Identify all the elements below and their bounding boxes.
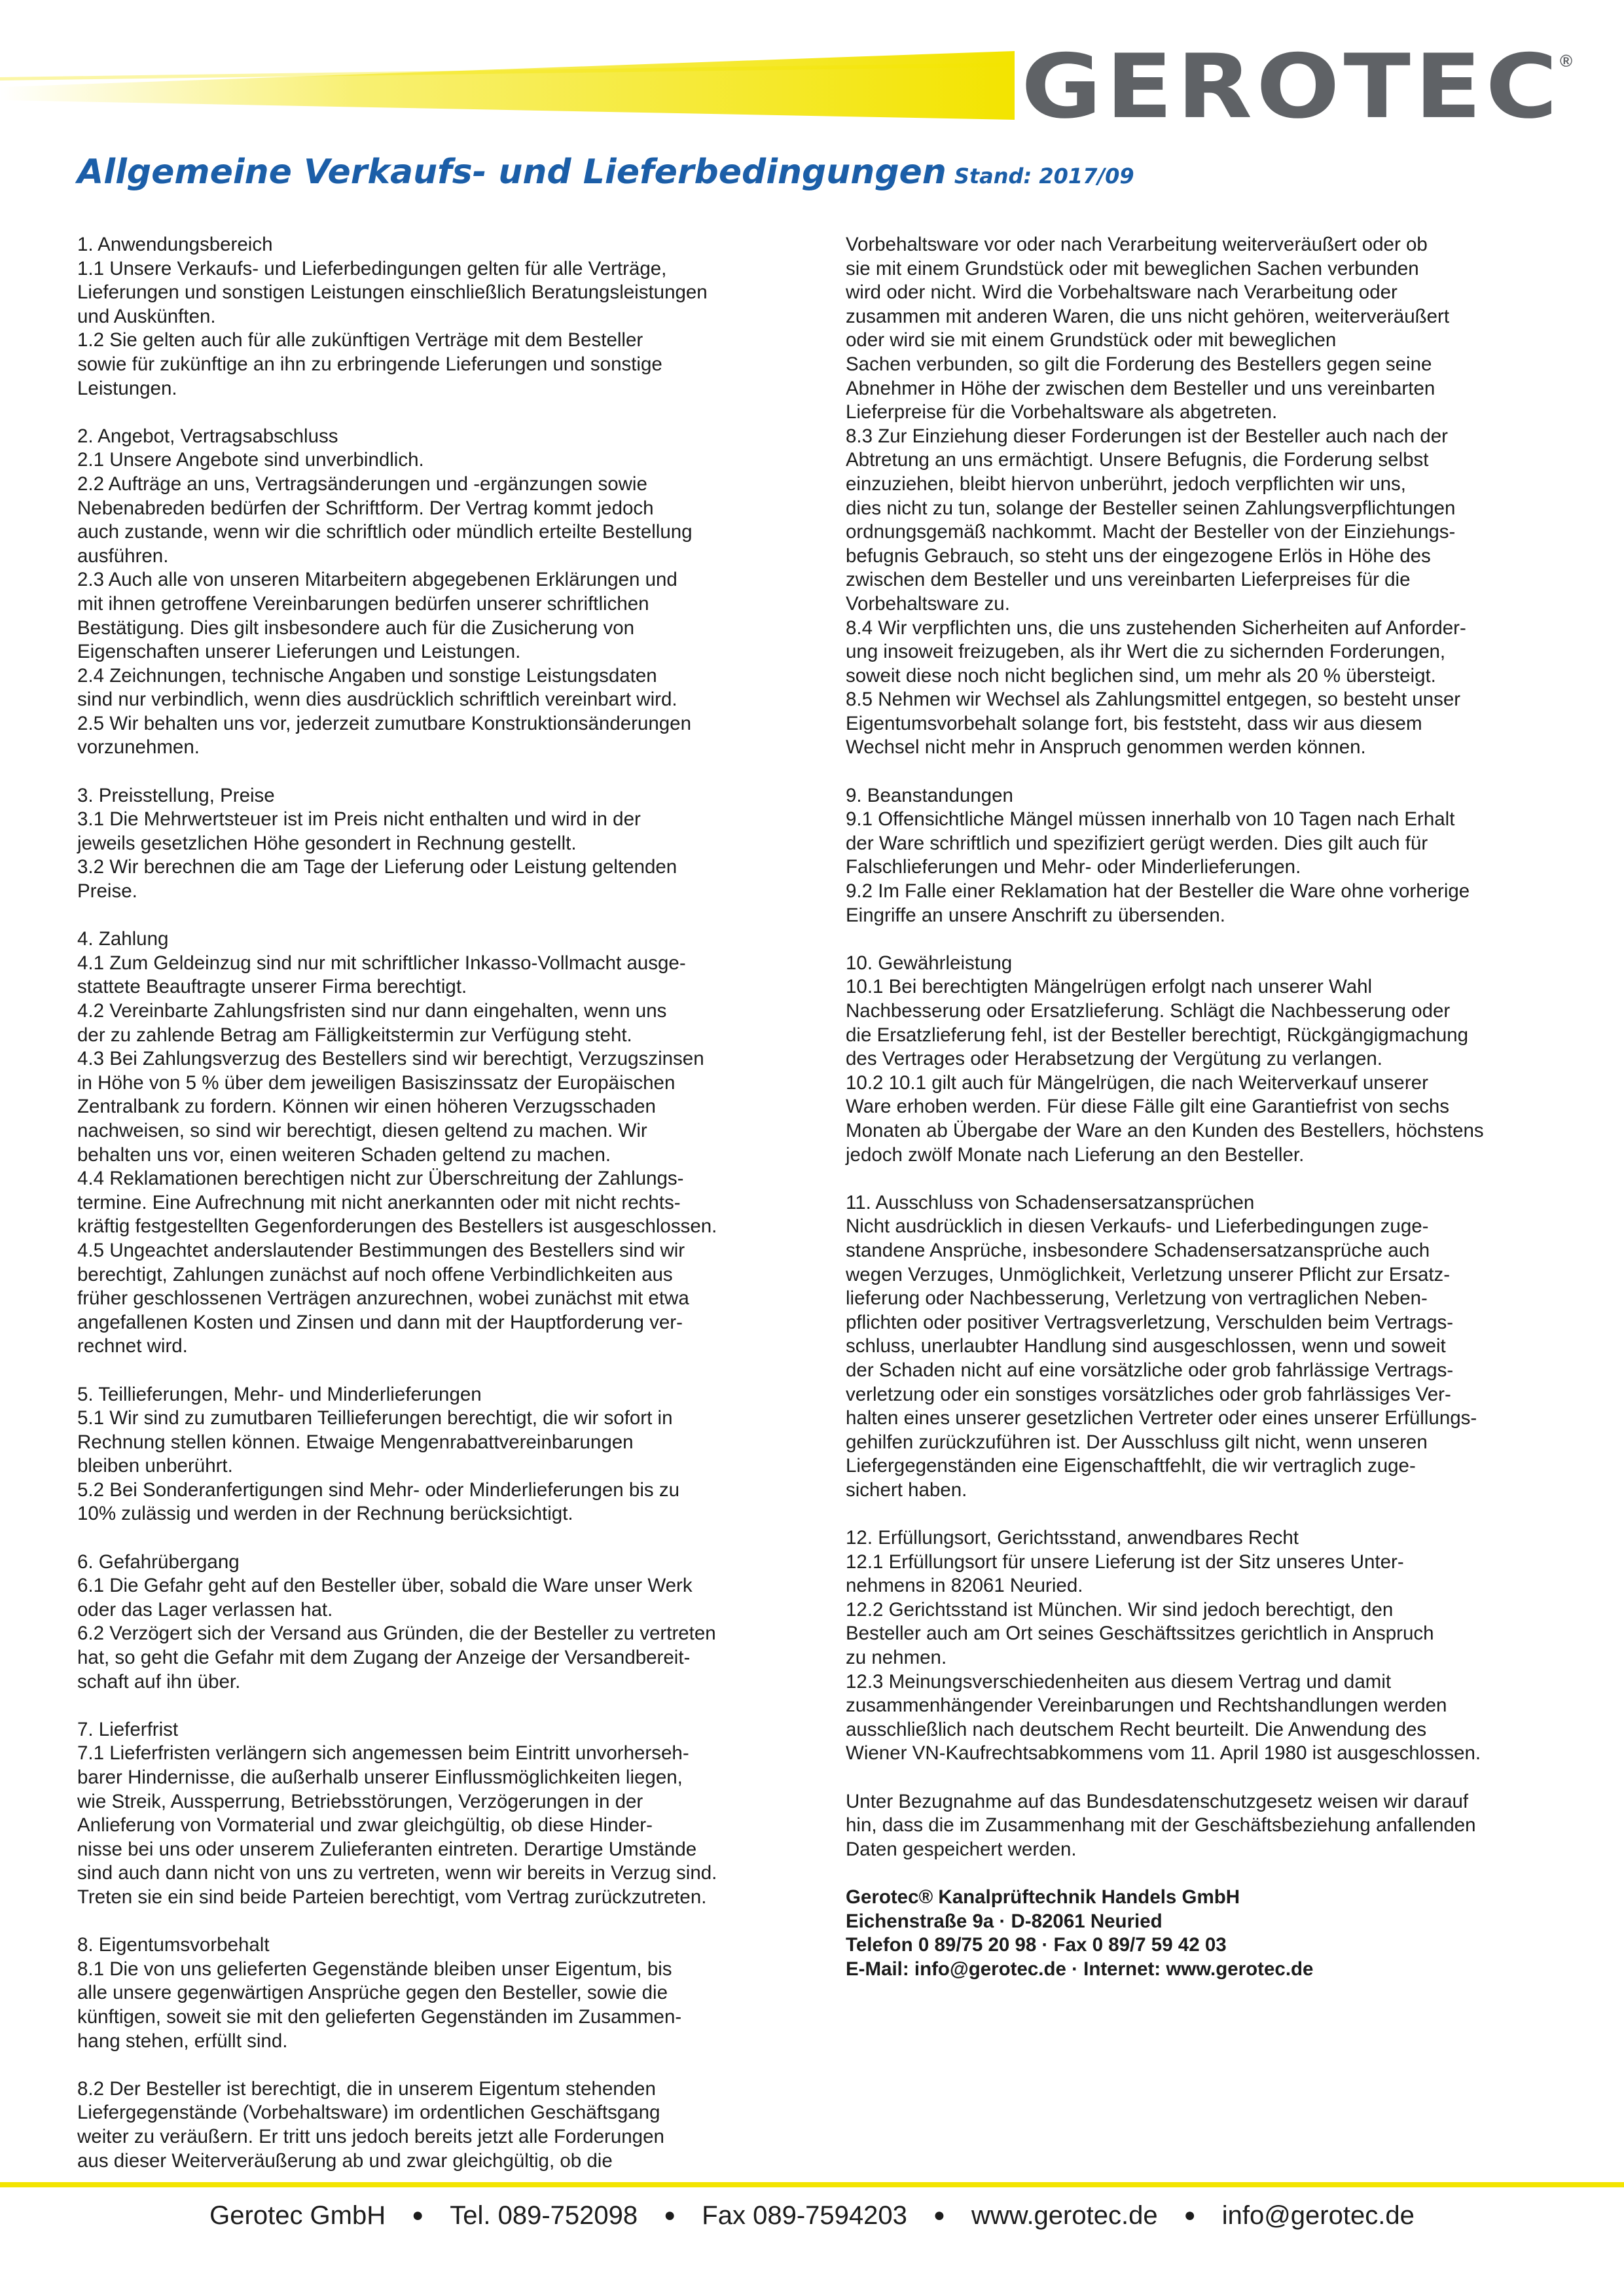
gerotec-logo [1021,35,1597,139]
text-line: vorzunehmen. [77,736,200,759]
text-line: jeweils gesetzlichen Höhe gesondert in Rechnung gestellt. [77,832,577,854]
text-line: angefallenen Kosten und Zinsen und dann mit der Hauptforderung ver- [77,1311,683,1333]
text-line: 1.2 Sie gelten auch für alle zukünftigen Verträge mit dem Besteller [77,329,643,351]
text-line: 12. Erfüllungsort, Gerichtsstand, anwendbares Recht [846,1527,1299,1549]
text-line: termine. Eine Aufrechnung mit nicht anerkannten oder mit nicht rechts- [77,1191,681,1213]
text-line: 5.1 Wir sind zu zumutbaren Teillieferungen berechtigt, die wir sofort in [77,1407,673,1429]
text-line: Eigenschaften unserer Lieferungen und Leistungen. [77,641,521,663]
text-line: wegen Verzuges, Unmöglichkeit, Verletzung unserer Pflicht zur Ersatz- [846,1263,1451,1285]
text-line: 8. Eigentumsvorbehalt [77,1934,270,1956]
footer-fax: Fax 089-7594203 [702,2200,907,2230]
text-line: Daten gespeichert werden. [846,1838,1077,1860]
logo-wordmark: GEROTEC [1021,35,1562,139]
text-line: in Höhe von 5 % über dem jeweiligen Basiszinssatz der Europäischen [77,1071,676,1094]
text-line: 4.1 Zum Geldeinzug sind nur mit schriftlicher Inkasso-Vollmacht ausge- [77,952,686,974]
text-line: der Ware schriftlich und spezifiziert gerügt werden. Dies gilt auch für [846,832,1428,854]
text-line: zusammen mit anderen Waren, die uns nicht gehören, weiterveräußert [846,305,1450,327]
text-line: 2.3 Auch alle von unseren Mitarbeitern abgegebenen Erklärungen und [77,569,677,591]
text-line: ausführen. [77,545,169,567]
text-line: 11. Ausschluss von Schadensersatzansprüchen [846,1191,1255,1213]
paragraph-gap [77,1694,791,1718]
paragraph-gap [77,904,791,928]
text-line: aus dieser Weiterveräußerung ab und zwar gleichgültig, ob die [77,2149,613,2172]
text-line: ausschließlich nach deutschem Recht beurteilt. Die Anwendung des [846,1718,1427,1740]
text-line: 12.1 Erfüllungsort für unsere Lieferung ist der Sitz unseres Unter- [846,1551,1404,1573]
text-line: 2.5 Wir behalten uns vor, jederzeit zumutbare Konstruktionsänderungen [77,712,691,734]
text-line: des Vertrages oder Herabsetzung der Vergütung zu verlangen. [846,1048,1382,1070]
footer-company: Gerotec GmbH [209,2200,386,2230]
text-line: 8.5 Nehmen wir Wechsel als Zahlungsmittel entgegen, so besteht unser [846,689,1461,711]
title-stand: Stand: 2017/09 [954,164,1134,188]
text-line: Besteller auch am Ort seines Geschäftssitzes gerichtlich in Anspruch [846,1623,1434,1645]
text-line: sichert haben. [846,1479,967,1501]
paragraph-gap [77,1359,791,1383]
footer-tel: Tel. 089-752098 [450,2200,638,2230]
text-line: einzuziehen, bleibt hiervon unberührt, jedoch verpflichten wir uns, [846,473,1407,495]
text-line: 8.2 Der Besteller ist berechtigt, die in unserem Eigentum stehenden [77,2077,656,2100]
text-line: Sachen verbunden, so gilt die Forderung des Bestellers gegen seine [846,353,1432,375]
text-line: 6.1 Die Gefahr geht auf den Besteller über, sobald die Ware unser Werk [77,1575,693,1597]
footer-separator: ● [933,2204,945,2226]
text-line: weiter zu veräußern. Er tritt uns jedoch bereits jetzt alle Forderungen [77,2125,664,2147]
text-line: Preise. [77,880,137,903]
text-line: der Schaden nicht auf eine vorsätzliche oder grob fahrlässige Vertrags- [846,1359,1454,1381]
text-line: hin, dass die im Zusammenhang mit der Geschäftsbeziehung anfallenden [846,1814,1476,1837]
paragraph-gap [846,927,1559,952]
text-line: befugnis Gebrauch, so steht uns der eingezogene Erlös in Höhe des [846,545,1431,567]
paragraph-gap [846,1167,1559,1191]
text-line: ordnungsgemäß nachkommt. Macht der Besteller von der Einziehungs- [846,521,1456,543]
paragraph-gap [77,1526,791,1551]
text-line: 3.2 Wir berechnen die am Tage der Lieferung oder Leistung geltenden [77,856,677,878]
text-line: 3.1 Die Mehrwertsteuer ist im Preis nicht enthalten und wird in der [77,808,641,831]
text-line: kräftig festgestellten Gegenforderungen des Bestellers ist ausgeschlossen. [77,1215,717,1238]
text-line: 9. Beanstandungen [846,784,1013,806]
text-line: und Auskünften. [77,305,216,327]
text-line: 4.4 Reklamationen berechtigen nicht zur Überschreitung der Zahlungs- [77,1168,684,1190]
text-line: Rechnung stellen können. Etwaige Mengenrabattvereinbarungen [77,1431,634,1453]
text-line: nisse bei uns oder unserem Zulieferanten eintreten. Derartige Umstände [77,1838,697,1860]
text-line: Liefergegenständen eine Eigenschaftfehlt, die wir vertraglich zuge- [846,1455,1416,1477]
text-line: Unter Bezugnahme auf das Bundesdatenschutzgesetz weisen wir darauf [846,1790,1469,1812]
company-info-line: Eichenstraße 9a · D-82061 Neuried [846,1910,1163,1932]
logo-registered-mark: ® [1560,51,1573,71]
text-line: 10. Gewährleistung [846,952,1013,974]
text-line: Vorbehaltsware zu. [846,592,1010,615]
text-line: Lieferpreise für die Vorbehaltsware als abgetreten. [846,401,1278,423]
text-line: Monaten ab Übergabe der Ware an den Kunden des Bestellers, höchstens [846,1119,1484,1141]
footer-rule [0,2182,1624,2187]
text-line: mit ihnen getroffene Vereinbarungen bedürfen unserer schriftlichen [77,592,649,615]
text-line: Bestätigung. Dies gilt insbesondere auch für die Zusicherung von [77,617,635,639]
text-line: 5. Teillieferungen, Mehr- und Minderlieferungen [77,1383,482,1405]
text-line: Eigentumsvorbehalt solange fort, bis feststeht, dass wir aus diesem [846,712,1422,734]
company-info-line: E-Mail: info@gerotec.de · Internet: www.gerotec.de [846,1958,1314,1980]
text-line: behalten uns vor, einen weiteren Schaden geltend zu machen. [77,1143,611,1166]
text-line: hang stehen, erfüllt sind. [77,2030,288,2052]
text-line: bleiben unberührt. [77,1455,233,1477]
text-line: Treten sie ein sind beide Parteien berechtigt, vom Vertrag zurückzutreten. [77,1886,707,1908]
right-column [846,233,1559,1981]
text-line: oder das Lager verlassen hat. [77,1598,333,1621]
text-line: 1.1 Unsere Verkaufs- und Lieferbedingungen gelten für alle Verträge, [77,257,667,279]
paragraph-gap [77,401,791,425]
text-line: Wiener VN-Kaufrechtsabkommens vom 11. April 1980 ist ausgeschlossen. [846,1742,1481,1765]
text-line: 4.5 Ungeachtet anderslautender Bestimmungen des Bestellers sind wir [77,1239,685,1261]
text-line: 8.1 Die von uns gelieferten Gegenstände bleiben unser Eigentum, bis [77,1958,672,1980]
text-line: schaft auf ihn über. [77,1670,241,1693]
text-line: hat, so geht die Gefahr mit dem Zugang der Anzeige der Versandbereit- [77,1647,691,1669]
text-line: dies nicht zu tun, solange der Besteller seinen Zahlungsverpflichtungen [846,497,1456,519]
text-line: Falschlieferungen und Mehr- oder Minderlieferungen. [846,856,1301,878]
paragraph-gap [77,760,791,784]
text-line: 9.1 Offensichtliche Mängel müssen innerhalb von 10 Tagen nach Erhalt [846,808,1455,831]
text-line: barer Hindernisse, die außerhalb unserer Einflussmöglichkeiten liegen, [77,1767,683,1788]
text-line: 3. Preisstellung, Preise [77,784,275,806]
text-line: pflichten oder positiver Vertragsverletzung, Verschulden beim Vertrags- [846,1311,1454,1333]
text-line: Wechsel nicht mehr in Anspruch genommen werden können. [846,736,1366,759]
text-line: zwischen dem Besteller und uns vereinbarten Lieferpreises für die [846,569,1411,591]
paragraph-gap [77,2053,791,2077]
footer-separator: ● [1183,2204,1196,2226]
text-line: zu nehmen. [846,1647,947,1669]
text-line: 4. Zahlung [77,928,169,950]
text-line: rechnet wird. [77,1335,188,1357]
text-line: lieferung oder Nachbesserung, Verletzung von vertraglichen Neben- [846,1287,1428,1310]
text-line: 12.2 Gerichtsstand ist München. Wir sind jedoch berechtigt, den [846,1598,1394,1621]
text-line: alle unsere gegenwärtigen Ansprüche gegen den Besteller, sowie die [77,1982,668,2004]
text-line: auch zustande, wenn wir die schriftlich oder mündlich erteilte Bestellung [77,521,693,543]
text-line: 2.2 Aufträge an uns, Vertragsänderungen und -ergänzungen sowie [77,473,647,495]
company-info-line: Gerotec® Kanalprüftechnik Handels GmbH [846,1886,1240,1908]
text-line: verletzung oder ein sonstiges vorsätzliches oder grob fahrlässiges Ver- [846,1383,1451,1405]
text-line: berechtigt, Zahlungen zunächst auf noch offene Verbindlichkeiten aus [77,1263,673,1285]
title-text: Allgemeine Verkaufs- und Lieferbedingungen [77,152,947,192]
footer [0,2189,1624,2242]
text-line: oder wird sie mit einem Grundstück oder mit beweglichen [846,329,1337,351]
text-line: 1. Anwendungsbereich [77,234,273,255]
text-line: der zu zahlende Betrag am Fälligkeitstermin zur Verfügung steht. [77,1024,632,1046]
text-line: 7. Lieferfrist [77,1718,179,1740]
footer-separator: ● [412,2204,424,2226]
text-line: künftigen, soweit sie mit den gelieferten Gegenständen im Zusammen- [77,2005,682,2028]
footer-separator: ● [664,2204,676,2226]
text-line: 12.3 Meinungsverschiedenheiten aus diesem Vertrag und damit [846,1670,1392,1693]
text-line: Zentralbank zu fordern. Können wir einen höheren Verzugsschaden [77,1096,656,1118]
text-line: soweit diese noch nicht beglichen sind, um mehr als 20 % übersteigt. [846,664,1436,687]
text-line: Lieferungen und sonstigen Leistungen einschließlich Beratungsleistungen [77,281,708,304]
text-line: zusammenhängender Vereinbarungen und Rechtshandlungen werden [846,1695,1447,1717]
text-line: wird oder nicht. Wird die Vorbehaltsware nach Verarbeitung oder [846,281,1398,304]
text-line: Eingriffe an unsere Anschrift zu übersenden. [846,904,1225,926]
header-band [0,51,1015,120]
text-line: Nachbesserung oder Ersatzlieferung. Schlägt die Nachbesserung oder [846,1000,1451,1022]
text-line: Abtretung an uns ermächtigt. Unsere Befugnis, die Forderung selbst [846,449,1429,471]
footer-email[interactable]: info@gerotec.de [1221,2200,1415,2230]
text-line: ung insoweit freizugeben, als ihr Wert die zu sichernden Forderungen, [846,641,1446,663]
text-line: Leistungen. [77,377,177,399]
text-line: Ware erhoben werden. Für diese Fälle gilt eine Garantiefrist von sechs [846,1096,1450,1118]
text-line: stattete Beauftragte unserer Firma berechtigt. [77,976,467,998]
text-line: 5.2 Bei Sonderanfertigungen sind Mehr- oder Minderlieferungen bis zu [77,1479,679,1501]
text-line: Anlieferung von Vormaterial und zwar gleichgültig, ob diese Hinder- [77,1814,653,1837]
paragraph-gap [77,1910,791,1934]
text-line: nachweisen, so sind wir berechtigt, diesen geltend zu machen. Wir [77,1119,647,1141]
text-line: früher geschlossenen Verträgen anzurechnen, wobei zunächst mit etwa [77,1287,689,1310]
text-line: 10.2 10.1 gilt auch für Mängelrügen, die nach Weiterverkauf unserer [846,1071,1428,1094]
text-line: 2.4 Zeichnungen, technische Angaben und sonstige Leistungsdaten [77,664,657,687]
text-line: schluss, unerlaubter Handlung sind ausgeschlossen, wenn und soweit [846,1335,1446,1357]
text-line: 9.2 Im Falle einer Reklamation hat der Besteller die Ware ohne vorherige [846,880,1470,903]
text-line: gehilfen zurückzuführen ist. Der Ausschluss gilt nicht, wenn unseren [846,1431,1428,1453]
text-line: 4.2 Vereinbarte Zahlungsfristen sind nur dann eingehalten, wenn uns [77,1000,667,1022]
left-column [77,233,791,2173]
text-line: 2. Angebot, Vertragsabschluss [77,425,338,447]
text-line: sind auch dann nicht von uns zu vertreten, wenn wir bereits in Verzug sind. [77,1862,717,1884]
text-line: 6. Gefahrübergang [77,1551,240,1573]
text-line: 7.1 Lieferfristen verlängern sich angemessen beim Eintritt unvorherseh- [77,1742,689,1765]
text-line: nehmens in 82061 Neuried. [846,1575,1083,1597]
text-line: Abnehmer in Höhe der zwischen dem Besteller und uns vereinbarten [846,377,1435,399]
text-line: sind nur verbindlich, wenn dies ausdrücklich schriftlich vereinbart wird. [77,689,677,711]
text-line: 2.1 Unsere Angebote sind unverbindlich. [77,449,424,471]
text-line: wie Streik, Aussperrung, Betriebsstörungen, Verzögerungen in der [77,1790,643,1812]
text-line: Nicht ausdrücklich in diesen Verkaufs- und Lieferbedingungen zuge- [846,1215,1429,1238]
page-title [77,149,1321,199]
company-info-line: Telefon 0 89/75 20 98 · Fax 0 89/7 59 42 03 [846,1934,1227,1956]
footer-web[interactable]: www.gerotec.de [971,2200,1158,2230]
paragraph-gap [846,1766,1559,1790]
text-line: 6.2 Verzögert sich der Versand aus Gründen, die der Besteller zu vertreten [77,1623,716,1645]
text-line: 10.1 Bei berechtigten Mängelrügen erfolgt nach unserer Wahl [846,976,1373,998]
text-line: sowie für zukünftige an ihn zu erbringende Lieferungen und sonstige [77,353,662,375]
text-line: Liefergegenstände (Vorbehaltsware) im ordentlichen Geschäftsgang [77,2102,660,2124]
text-line: 8.3 Zur Einziehung dieser Forderungen ist der Besteller auch nach der [846,425,1448,447]
text-line: 8.4 Wir verpflichten uns, die uns zustehenden Sicherheiten auf Anforder- [846,617,1466,639]
text-line: standene Ansprüche, insbesondere Schadensersatzansprüche auch [846,1239,1430,1261]
text-line: jedoch zwölf Monate nach Lieferung an den Besteller. [846,1143,1305,1166]
paragraph-gap [846,760,1559,784]
text-line: 4.3 Bei Zahlungsverzug des Bestellers sind wir berechtigt, Verzugszinsen [77,1048,704,1070]
text-line: die Ersatzlieferung fehl, ist der Besteller berechtigt, Rückgängigmachung [846,1024,1469,1046]
paragraph-gap [846,1861,1559,1886]
text-line: sie mit einem Grundstück oder mit beweglichen Sachen verbunden [846,257,1419,279]
text-line: Nebenabreden bedürfen der Schriftform. Der Vertrag kommt jedoch [77,497,654,519]
text-line: halten eines unserer gesetzlichen Vertreter oder eines unserer Erfüllungs- [846,1407,1477,1429]
text-line: 10% zulässig und werden in der Rechnung berücksichtigt. [77,1503,573,1525]
text-line: Vorbehaltsware vor oder nach Verarbeitung weiterveräußert oder ob [846,234,1428,255]
paragraph-gap [846,1502,1559,1526]
